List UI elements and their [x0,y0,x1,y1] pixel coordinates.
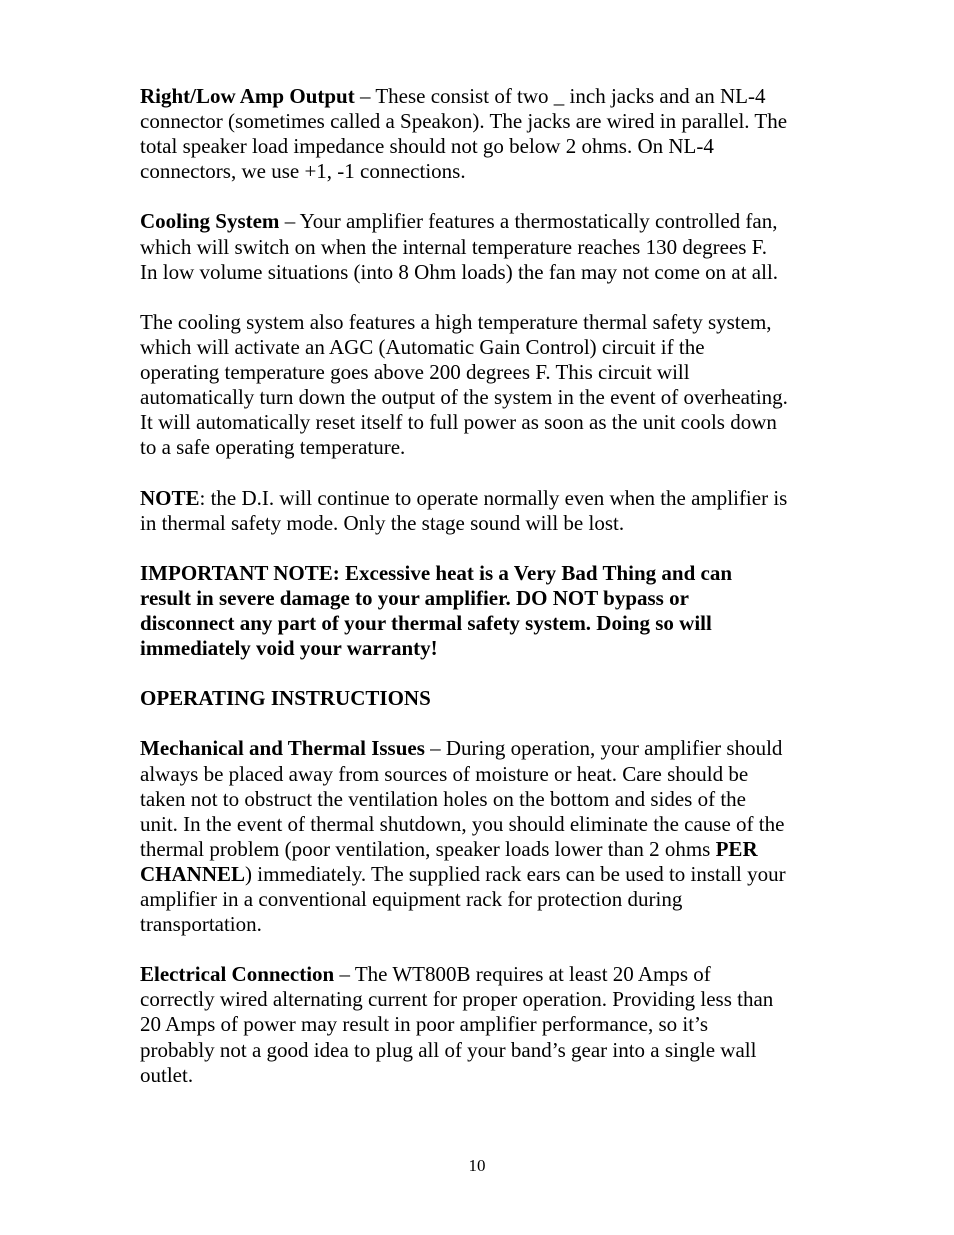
emphasis-per-channel: PER CHANNEL [140,836,758,886]
text-cooling-system: – Your amplifier features a thermostatically controlled fan, which will switch on when the internal temperature reaches 130 degrees F. In low volume situations (into 8 Ohm loads) the fan may not come on at all. [140,209,779,284]
heading-mechanical-thermal: Mechanical and Thermal Issues [140,736,425,761]
paragraph-right-low-amp-output [140,84,820,184]
page-number: 10 [468,1156,486,1175]
section-title-operating-instructions [140,686,820,711]
paragraph-cooling-system [140,209,820,284]
paragraph-note [140,486,820,536]
text-mechanical-thermal-1: – During operation, your amplifier should always be placed away from sources of moisture or heat. Care should be taken not to obstruct the ventilation holes on the bottom and sides of the unit. In the event of thermal shutdown, you should eliminate the cause of the thermal problem (poor ventilation, speaker loads lower than 2 ohms [140,736,785,861]
paragraph-electrical-connection [140,962,820,1087]
paragraph-important-note [140,561,820,661]
text-thermal-safety: The cooling system also features a high temperature thermal safety system, which will activate an AGC (Automatic Gain Control) circuit if the operating temperature goes above 200 degrees F. This circuit will automatically turn down the output of the system in the event of overheating. It will automatically reset itself to full power as soon as the unit cools down to a safe operating temperature. [140,309,788,460]
text-mechanical-thermal-2: ) immediately. The supplied rack ears can be used to install your amplifier in a conventional equipment rack for protection during transportation. [140,861,786,937]
text-important-note: IMPORTANT NOTE: Excessive heat is a Very Bad Thing and can result in severe damage to your amplifier. DO NOT bypass or disconnect any part of your thermal safety system. Doing so will immediately void your warranty! [140,560,733,661]
paragraph-thermal-safety [140,310,820,461]
heading-electrical-connection: Electrical Connection [140,962,335,987]
paragraph-mechanical-thermal [140,736,820,937]
document-page [140,84,820,1113]
text-note: : the D.I. will continue to operate normally even when the amplifier is in thermal safety mode. Only the stage sound will be lost. [140,485,788,535]
text-right-low-amp-output: – These consist of two _ inch jacks and an NL-4 connector (sometimes called a Speakon). The jacks are wired in parallel. The total speaker load impedance should not go below 2 ohms. On NL-4 connectors, we use +1, -1 connections. [140,84,788,184]
text-electrical-connection: – The WT800B requires at least 20 Amps of correctly wired alternating current for proper operation. Providing less than 20 Amps of power may result in poor amplifier performance, so it’s probably not a good idea to plug all of your band’s gear into a single wall outlet. [140,962,774,1087]
heading-operating-instructions: OPERATING INSTRUCTIONS [140,686,431,711]
heading-right-low-amp-output: Right/Low Amp Output [140,84,355,108]
heading-note: NOTE [140,485,200,510]
heading-cooling-system: Cooling System [140,209,280,234]
